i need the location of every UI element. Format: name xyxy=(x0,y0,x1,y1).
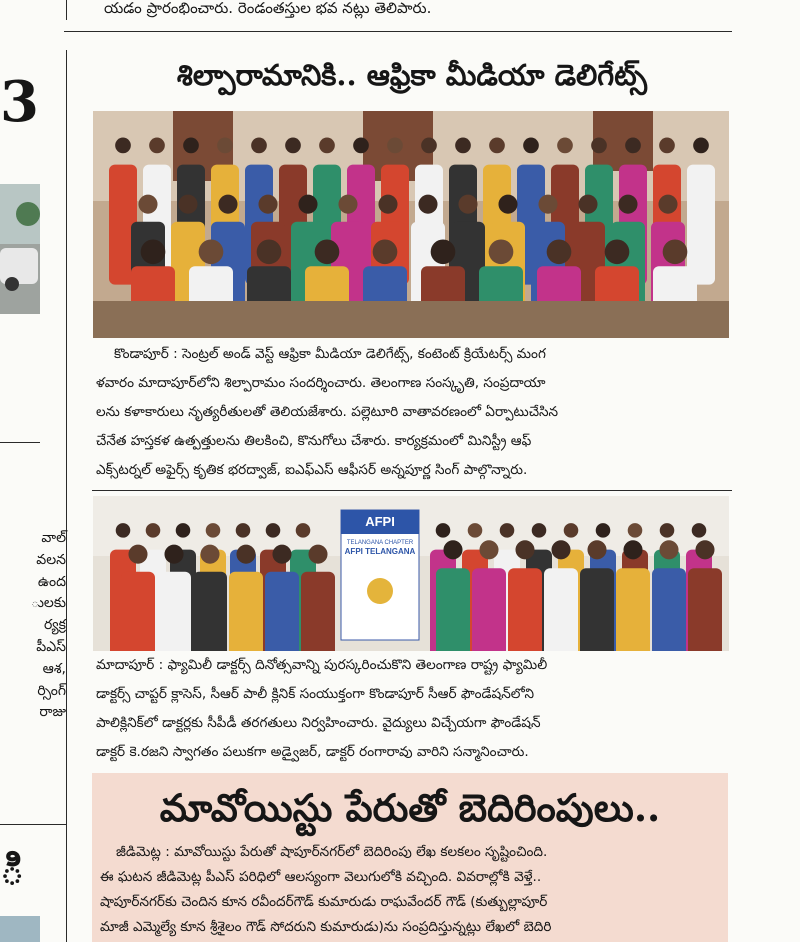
left-column-line: ులకు xyxy=(30,595,66,612)
top-rule xyxy=(64,31,732,32)
person-head xyxy=(538,195,557,214)
left-column-line: పీఎస్ xyxy=(36,638,66,655)
left-column-line: రాజు xyxy=(39,704,66,721)
person-figure xyxy=(229,572,263,651)
person-head xyxy=(557,138,573,154)
cap1-line: చేనేత హస్తకళ ఉత్పత్తులను తిలకించి, కొనుగోలు చేశారు. కార్యక్రమంలో మినిస్ట్రీ ఆఫ్ xyxy=(96,433,532,449)
person-head xyxy=(251,138,267,154)
person-figure xyxy=(265,572,299,651)
person-figure xyxy=(580,568,614,651)
person-head xyxy=(605,239,630,264)
person-head xyxy=(164,545,183,564)
person-head xyxy=(115,138,131,154)
person-head xyxy=(217,138,233,154)
person-head xyxy=(436,523,451,538)
banner-title: AFPI xyxy=(365,514,395,529)
person-head xyxy=(625,138,641,154)
person-head xyxy=(176,523,191,538)
person-head xyxy=(587,540,606,559)
person-figure xyxy=(544,568,578,651)
person-head xyxy=(141,239,166,264)
person-head xyxy=(489,239,514,264)
person-figure xyxy=(508,568,542,651)
person-head xyxy=(578,195,597,214)
left-photo-fragment-2 xyxy=(0,916,40,942)
article-3-headline: మావోయిస్టు పేరుతో బెదిరింపులు.. xyxy=(159,785,661,830)
story3-line: షాపూర్‌నగర్‌కు చెందిన కూన రవీందర్‌గౌడ్ కుమారుడు రాఘవేందర్ గౌడ్ (కుత్బుల్లాపూర్ xyxy=(100,894,548,910)
person-figure xyxy=(616,568,650,651)
banner-subtitle: TELANGANA CHAPTER xyxy=(346,540,414,546)
story3-line: జీడిమెట్ల : మావోయిస్టు పేరుతో షాపూర్‌నగర్‌లో బెదిరింపు లేఖ కలకలం సృష్టించింది. xyxy=(116,844,548,860)
person-head xyxy=(199,239,224,264)
person-head xyxy=(564,523,579,538)
person-head xyxy=(421,138,437,154)
person-head xyxy=(660,523,675,538)
left-photo-fragment xyxy=(0,184,40,314)
cap1-line: ళవారం మాదాపూర్‌లోని శిల్పారామం సందర్శించారు. తెలంగాణ సంస్కృతి, సంప్రదాయా xyxy=(96,375,546,391)
person-head xyxy=(659,540,678,559)
person-head xyxy=(183,138,199,154)
person-head xyxy=(659,138,675,154)
article-1-headline: శిల్పారామానికి.. ఆఫ్రికా మీడియా డెలిగేట్స్ xyxy=(176,58,648,92)
person-head xyxy=(353,138,369,154)
person-head xyxy=(308,545,327,564)
left-column-line: ఆశ, xyxy=(42,660,66,677)
cap1-line: కొండాపూర్ : సెంట్రల్ అండ్ వెస్ట్ ఆఫ్రికా మీడియా డెలిగేట్స్, కంటెంట్ క్రియేటర్స్ మంగ xyxy=(114,346,546,362)
person-head xyxy=(319,138,335,154)
person-head xyxy=(272,545,291,564)
left-rule-1 xyxy=(0,442,40,443)
person-head xyxy=(338,195,357,214)
person-head xyxy=(515,540,534,559)
banner-chapter: AFPI TELANGANA xyxy=(344,547,416,556)
person-head xyxy=(458,195,477,214)
person-head xyxy=(443,540,462,559)
person-head xyxy=(693,138,709,154)
article-1-group-photo xyxy=(93,111,729,338)
column-divider-top xyxy=(66,0,67,20)
person-head xyxy=(591,138,607,154)
person-head xyxy=(128,545,147,564)
person-head xyxy=(551,540,570,559)
top-article-fragment: యడం ప్రారంభించారు. రెండంతస్తుల భవ నట్లు తెలిపారు. xyxy=(104,0,432,17)
person-figure xyxy=(121,572,155,651)
person-head xyxy=(596,523,611,538)
left-column-line: ర్సింగ్ xyxy=(37,682,66,699)
story3-line: మాజీ ఎమ్మెల్యే కూన శ్రీశైలం గౌడ్ సోదరుని కుమారుడు)ను సంప్రదిస్తున్నట్లు లేఖలో బెదిరి xyxy=(100,919,552,935)
left-column-line: వలన xyxy=(36,551,66,568)
person-head xyxy=(387,138,403,154)
cap2-line: పాలిక్లినిక్‌లో డాక్టర్లకు సీపీడీ తరగతులు నిర్వహించారు. వైద్యులు విచ్చేయగా ఫౌండేషన్ xyxy=(96,715,541,731)
person-head xyxy=(178,195,197,214)
left-column-text xyxy=(0,528,66,724)
person-head xyxy=(695,540,714,559)
left-headline-fragment-2: ి xyxy=(0,845,25,894)
person-head xyxy=(266,523,281,538)
person-head xyxy=(285,138,301,154)
person-head xyxy=(547,239,572,264)
person-head xyxy=(455,138,471,154)
cap2-line: మాదాపూర్ : ఫ్యామిలీ డాక్టర్స్ దినోత్సవాన్ని పురస్కరించుకొని తెలంగాణ రాష్ట్ర ఫ్యామిలీ xyxy=(96,657,548,673)
person-head xyxy=(500,523,515,538)
person-head xyxy=(378,195,397,214)
left-column-line: ఉంద xyxy=(37,573,66,590)
article-1-rule xyxy=(92,490,732,491)
person-head xyxy=(200,545,219,564)
person-head xyxy=(206,523,221,538)
person-figure xyxy=(301,572,335,651)
person-head xyxy=(468,523,483,538)
cap2-line: డాక్టర్స్ చాప్టర్ క్లాసెస్, సీఆర్ పాలీ క్లినిక్ సంయుక్తంగా కొండాపూర్ సీఆర్ ఫౌండేషన్‌లోని xyxy=(96,686,534,702)
person-head xyxy=(623,540,642,559)
person-head xyxy=(489,138,505,154)
left-column-line: ర్యక్ర xyxy=(43,617,66,634)
person-head xyxy=(315,239,340,264)
person-head xyxy=(658,195,677,214)
person-head xyxy=(618,195,637,214)
person-head xyxy=(532,523,547,538)
person-head xyxy=(258,195,277,214)
cap2-line: డాక్టర్ కె.రజని స్వాగతం పలుకగా అడ్వైజర్, డాక్టర్ రంగారావు వారిని సన్మానించారు. xyxy=(96,744,529,760)
person-head xyxy=(149,138,165,154)
cap1-line: ఎక్స్‌టర్నల్ అఫైర్స్ కృతిక భరద్వాజ్, ఐఎఫ్ఎస్ ఆఫీసర్ అన్నపూర్ణ సింగ్ పాల్గొన్నారు. xyxy=(96,462,528,478)
person-head xyxy=(298,195,317,214)
left-headline-fragment: 3 xyxy=(0,69,39,135)
person-head xyxy=(373,239,398,264)
person-head xyxy=(523,138,539,154)
person-figure xyxy=(652,568,686,651)
person-head xyxy=(257,239,282,264)
person-head xyxy=(418,195,437,214)
person-head xyxy=(296,523,311,538)
person-head xyxy=(498,195,517,214)
person-head xyxy=(628,523,643,538)
person-head xyxy=(431,239,456,264)
person-figure xyxy=(157,572,191,651)
left-column-line: వాల్ xyxy=(41,530,66,546)
person-head xyxy=(663,239,688,264)
person-head xyxy=(146,523,161,538)
person-head xyxy=(218,195,237,214)
person-head xyxy=(479,540,498,559)
person-figure xyxy=(688,568,722,651)
person-figure xyxy=(436,568,470,651)
story3-line: ఈ ఘటన జీడిమెట్ల పీఎస్ పరిధిలో ఆలస్యంగా వెలుగులోకి వచ్చింది. వివరాల్లోకి వెళ్తే.. xyxy=(100,869,542,885)
person-head xyxy=(692,523,707,538)
article-2-group-photo xyxy=(93,496,729,651)
person-head xyxy=(236,523,251,538)
left-rule-2 xyxy=(0,824,66,825)
person-head xyxy=(236,545,255,564)
cap1-line: లను కళాకారులు నృత్యరీతులతో తెలియజేశారు. పల్లెటూరి వాతావరణంలో ఏర్పాటుచేసిన xyxy=(96,404,559,420)
person-figure xyxy=(193,572,227,651)
column-divider xyxy=(66,50,67,942)
person-head xyxy=(116,523,131,538)
person-figure xyxy=(472,568,506,651)
person-head xyxy=(138,195,157,214)
